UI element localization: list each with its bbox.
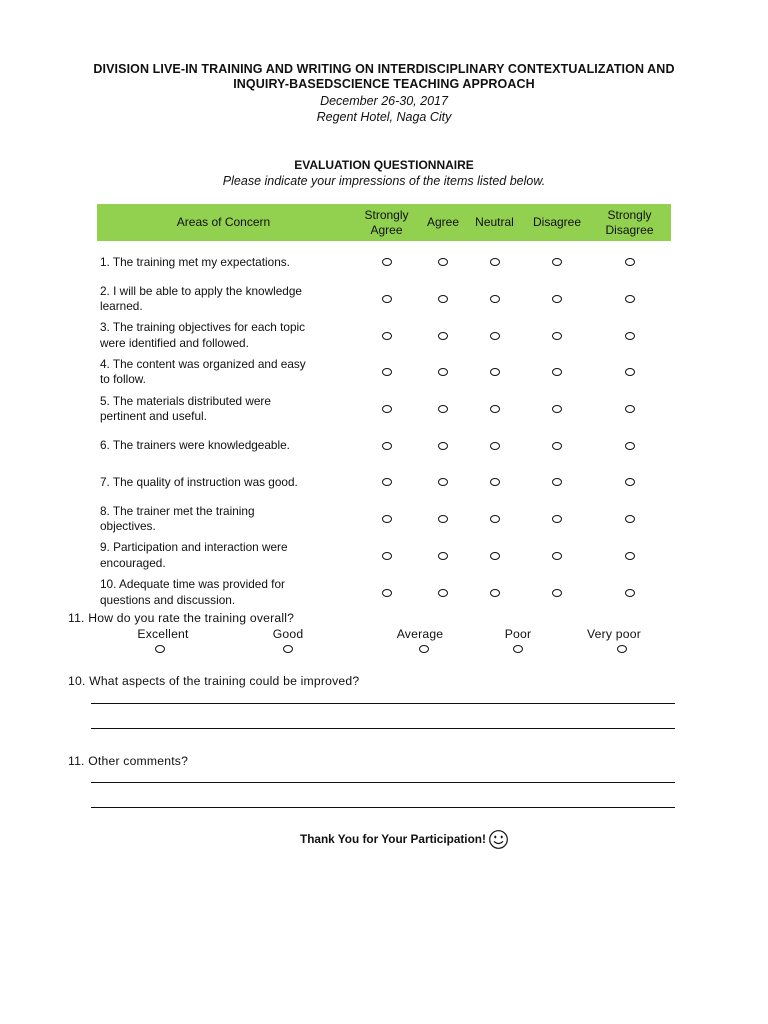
option-cell-disagree <box>526 501 588 538</box>
radio-strongly-disagree[interactable] <box>625 589 635 597</box>
option-cell-agree <box>423 427 463 464</box>
option-cell-disagree <box>526 317 588 354</box>
overall-option-label-good: Good <box>272 627 304 641</box>
area-of-concern-text: 2. I will be able to apply the knowledge <box>100 283 302 298</box>
radio-neutral[interactable] <box>490 478 500 486</box>
overall-radio-poor[interactable] <box>513 645 523 653</box>
overall-rating-question: 11. How do you rate the training overall? <box>68 611 295 625</box>
radio-neutral[interactable] <box>490 589 500 597</box>
area-of-concern-cell <box>97 501 350 538</box>
option-cell-agree <box>423 391 463 428</box>
overall-option-label-very-poor: Very poor <box>587 627 641 641</box>
table-row <box>97 317 671 354</box>
area-of-concern-text-continued: objectives. <box>100 519 156 534</box>
option-cell-strongly-disagree <box>588 391 671 428</box>
table-row <box>97 354 671 391</box>
area-of-concern-cell <box>97 464 350 501</box>
document-title-line-2: INQUIRY-BASEDSCIENCE TEACHING APPROACH <box>233 77 535 91</box>
option-cell-strongly-agree <box>350 538 423 575</box>
area-of-concern-text-continued: encouraged. <box>100 555 166 570</box>
improvement-question: 10. What aspects of the training could be improved? <box>68 674 360 688</box>
other-comments-question: 11. Other comments? <box>68 754 189 768</box>
option-cell-neutral <box>463 317 526 354</box>
option-cell-strongly-agree <box>350 574 423 611</box>
radio-strongly-agree[interactable] <box>382 258 392 266</box>
radio-strongly-disagree[interactable] <box>625 368 635 376</box>
radio-strongly-disagree[interactable] <box>625 552 635 560</box>
radio-disagree[interactable] <box>552 405 562 413</box>
area-of-concern-text: 3. The training objectives for each topic <box>100 320 306 335</box>
radio-agree[interactable] <box>438 295 448 303</box>
option-cell-neutral <box>463 391 526 428</box>
radio-neutral[interactable] <box>490 442 500 450</box>
area-of-concern-cell <box>97 391 350 428</box>
area-of-concern-cell <box>97 427 350 464</box>
radio-strongly-agree[interactable] <box>382 295 392 303</box>
option-cell-disagree <box>526 538 588 575</box>
option-cell-strongly-agree <box>350 317 423 354</box>
radio-agree[interactable] <box>438 368 448 376</box>
radio-strongly-agree[interactable] <box>382 332 392 340</box>
radio-disagree[interactable] <box>552 552 562 560</box>
option-cell-strongly-disagree <box>588 244 671 281</box>
overall-radio-very-poor[interactable] <box>617 645 627 653</box>
column-header-strongly-disagree <box>588 204 671 241</box>
comments-answer-line-2[interactable] <box>91 807 675 808</box>
option-cell-disagree <box>526 391 588 428</box>
option-cell-strongly-disagree <box>588 538 671 575</box>
column-header-areas-of-concern: Areas of Concern <box>97 204 350 241</box>
radio-neutral[interactable] <box>490 368 500 376</box>
questionnaire-instructions: Please indicate your impressions of the items listed below. <box>222 174 546 188</box>
radio-disagree[interactable] <box>552 478 562 486</box>
option-cell-strongly-disagree <box>588 354 671 391</box>
option-cell-strongly-agree <box>350 354 423 391</box>
radio-disagree[interactable] <box>552 515 562 523</box>
thank-you-message: Thank You for Your Participation! <box>300 832 486 846</box>
overall-option-label-poor: Poor <box>504 627 532 641</box>
option-cell-neutral <box>463 281 526 318</box>
overall-option-label-average: Average <box>396 627 444 641</box>
column-header-strongly-disagree-line-1: Strongly <box>607 207 652 222</box>
rating-table-body <box>97 241 671 611</box>
area-of-concern-text: 5. The materials distributed were <box>100 393 271 408</box>
option-cell-neutral <box>463 244 526 281</box>
area-of-concern-text-continued: were identified and followed. <box>100 335 249 350</box>
option-cell-strongly-agree <box>350 244 423 281</box>
radio-strongly-disagree[interactable] <box>625 258 635 266</box>
table-row <box>97 427 671 464</box>
column-header-strongly-agree-line-2: Agree <box>370 222 403 237</box>
radio-neutral[interactable] <box>490 258 500 266</box>
option-cell-disagree <box>526 427 588 464</box>
option-cell-agree <box>423 281 463 318</box>
area-of-concern-cell <box>97 354 350 391</box>
area-of-concern-text: 10. Adequate time was provided for <box>100 577 285 592</box>
column-header-disagree: Disagree <box>526 204 588 241</box>
radio-neutral[interactable] <box>490 332 500 340</box>
overall-radio-excellent[interactable] <box>155 645 165 653</box>
radio-agree[interactable] <box>438 442 448 450</box>
option-cell-strongly-disagree <box>588 464 671 501</box>
option-cell-strongly-agree <box>350 427 423 464</box>
radio-strongly-disagree[interactable] <box>625 442 635 450</box>
document-title-line-1: DIVISION LIVE-IN TRAINING AND WRITING ON INTERDISCIPLINARY CONTEXTUALIZATION AND <box>93 62 675 76</box>
option-cell-neutral <box>463 501 526 538</box>
option-cell-disagree <box>526 574 588 611</box>
area-of-concern-text: 6. The trainers were knowledgeable. <box>100 438 290 453</box>
table-row <box>97 538 671 575</box>
radio-strongly-agree[interactable] <box>382 368 392 376</box>
area-of-concern-text: 4. The content was organized and easy <box>100 356 306 371</box>
area-of-concern-text: 8. The trainer met the training <box>100 503 255 518</box>
radio-neutral[interactable] <box>490 552 500 560</box>
table-row <box>97 281 671 318</box>
radio-strongly-agree[interactable] <box>382 552 392 560</box>
column-header-strongly-disagree-line-2: Disagree <box>605 222 654 237</box>
option-cell-strongly-agree <box>350 391 423 428</box>
radio-strongly-agree[interactable] <box>382 589 392 597</box>
radio-strongly-disagree[interactable] <box>625 478 635 486</box>
radio-agree[interactable] <box>438 332 448 340</box>
option-cell-agree <box>423 538 463 575</box>
area-of-concern-text: 9. Participation and interaction were <box>100 540 288 555</box>
option-cell-strongly-disagree <box>588 281 671 318</box>
option-cell-agree <box>423 354 463 391</box>
radio-disagree[interactable] <box>552 368 562 376</box>
option-cell-neutral <box>463 427 526 464</box>
area-of-concern-text: 7. The quality of instruction was good. <box>100 474 298 489</box>
radio-strongly-agree[interactable] <box>382 478 392 486</box>
option-cell-disagree <box>526 244 588 281</box>
area-of-concern-text: 1. The training met my expectations. <box>100 254 290 269</box>
option-cell-strongly-disagree <box>588 501 671 538</box>
smiley-face-icon <box>488 829 509 850</box>
area-of-concern-cell <box>97 538 350 575</box>
comments-answer-line-1[interactable] <box>91 782 675 783</box>
overall-radio-average[interactable] <box>419 645 429 653</box>
radio-agree[interactable] <box>438 258 448 266</box>
option-cell-neutral <box>463 574 526 611</box>
radio-agree[interactable] <box>438 405 448 413</box>
questionnaire-title: EVALUATION QUESTIONNAIRE <box>294 158 474 172</box>
option-cell-strongly-disagree <box>588 317 671 354</box>
radio-strongly-agree[interactable] <box>382 405 392 413</box>
option-cell-strongly-disagree <box>588 427 671 464</box>
improvement-answer-line-2[interactable] <box>91 728 675 729</box>
column-header-agree: Agree <box>423 204 463 241</box>
option-cell-strongly-disagree <box>588 574 671 611</box>
event-venue: Regent Hotel, Naga City <box>316 110 452 124</box>
radio-strongly-agree[interactable] <box>382 515 392 523</box>
radio-disagree[interactable] <box>552 442 562 450</box>
radio-neutral[interactable] <box>490 405 500 413</box>
area-of-concern-text-continued: learned. <box>100 299 143 314</box>
option-cell-agree <box>423 464 463 501</box>
radio-neutral[interactable] <box>490 295 500 303</box>
radio-agree[interactable] <box>438 589 448 597</box>
radio-agree[interactable] <box>438 552 448 560</box>
option-cell-strongly-agree <box>350 464 423 501</box>
table-row <box>97 244 671 281</box>
area-of-concern-text-continued: questions and discussion. <box>100 592 236 607</box>
event-date: December 26-30, 2017 <box>320 94 448 108</box>
option-cell-disagree <box>526 281 588 318</box>
option-cell-strongly-agree <box>350 501 423 538</box>
table-row <box>97 464 671 501</box>
option-cell-neutral <box>463 354 526 391</box>
area-of-concern-cell <box>97 244 350 281</box>
radio-strongly-disagree[interactable] <box>625 515 635 523</box>
radio-strongly-agree[interactable] <box>382 442 392 450</box>
column-header-strongly-agree <box>350 204 423 241</box>
table-header-row <box>97 204 671 241</box>
area-of-concern-text-continued: to follow. <box>100 372 146 387</box>
option-cell-strongly-agree <box>350 281 423 318</box>
option-cell-disagree <box>526 354 588 391</box>
option-cell-agree <box>423 501 463 538</box>
radio-disagree[interactable] <box>552 589 562 597</box>
radio-agree[interactable] <box>438 515 448 523</box>
option-cell-agree <box>423 574 463 611</box>
area-of-concern-text-continued: pertinent and useful. <box>100 409 207 424</box>
column-header-neutral: Neutral <box>463 204 526 241</box>
column-header-strongly-agree-line-1: Strongly <box>364 207 409 222</box>
area-of-concern-cell <box>97 574 350 611</box>
rating-table <box>97 204 671 611</box>
radio-neutral[interactable] <box>490 515 500 523</box>
option-cell-agree <box>423 244 463 281</box>
area-of-concern-cell <box>97 317 350 354</box>
radio-disagree[interactable] <box>552 295 562 303</box>
radio-strongly-disagree[interactable] <box>625 405 635 413</box>
improvement-answer-line-1[interactable] <box>91 703 675 704</box>
table-row <box>97 391 671 428</box>
radio-strongly-disagree[interactable] <box>625 295 635 303</box>
option-cell-neutral <box>463 464 526 501</box>
option-cell-neutral <box>463 538 526 575</box>
table-row <box>97 501 671 538</box>
radio-disagree[interactable] <box>552 332 562 340</box>
option-cell-disagree <box>526 464 588 501</box>
area-of-concern-cell <box>97 281 350 318</box>
overall-radio-good[interactable] <box>283 645 293 653</box>
radio-disagree[interactable] <box>552 258 562 266</box>
table-row <box>97 574 671 611</box>
radio-strongly-disagree[interactable] <box>625 332 635 340</box>
option-cell-agree <box>423 317 463 354</box>
overall-option-label-excellent: Excellent <box>137 627 189 641</box>
radio-agree[interactable] <box>438 478 448 486</box>
